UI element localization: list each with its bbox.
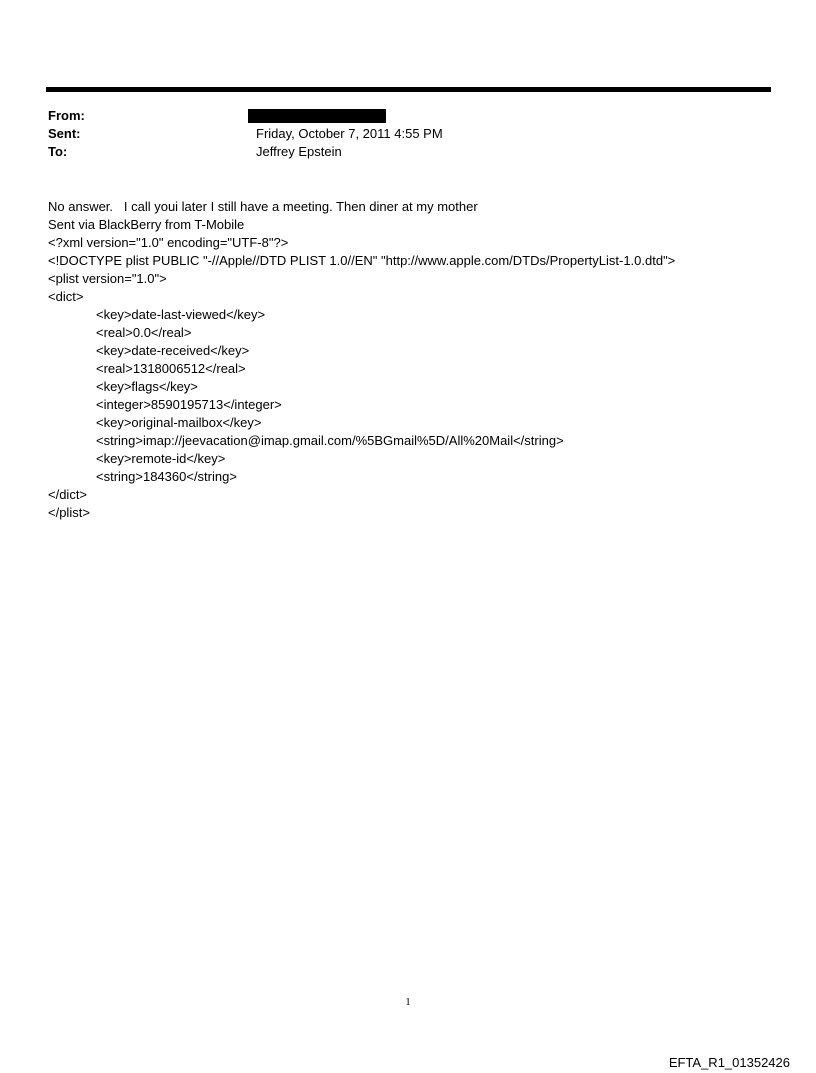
body-line: <key>date-received</key> bbox=[96, 343, 250, 358]
body-line: <key>date-last-viewed</key> bbox=[96, 307, 266, 322]
sent-value: Friday, October 7, 2011 4:55 PM bbox=[256, 126, 443, 141]
body-line: <real>1318006512</real> bbox=[96, 361, 246, 376]
body-line: <?xml version="1.0" encoding="UTF-8"?> bbox=[48, 235, 289, 250]
body-line: <integer>8590195713</integer> bbox=[96, 397, 282, 412]
to-value: Jeffrey Epstein bbox=[256, 144, 342, 159]
body-line: <string>184360</string> bbox=[96, 469, 237, 484]
body-line: <plist version="1.0"> bbox=[48, 271, 167, 286]
sent-label: Sent: bbox=[48, 126, 81, 141]
redaction-box bbox=[248, 109, 386, 123]
body-line: <key>flags</key> bbox=[96, 379, 198, 394]
body-line: No answer. I call youi later I still have a meeting. Then diner at my mother bbox=[48, 199, 478, 214]
body-line: </plist> bbox=[48, 505, 90, 520]
header-rule bbox=[46, 87, 771, 92]
to-label: To: bbox=[48, 144, 68, 159]
body-line: Sent via BlackBerry from T-Mobile bbox=[48, 217, 245, 232]
body-line: <real>0.0</real> bbox=[96, 325, 192, 340]
body-line: </dict> bbox=[48, 487, 88, 502]
body-line: <dict> bbox=[48, 289, 84, 304]
from-label: From: bbox=[48, 108, 85, 123]
body-line: <key>remote-id</key> bbox=[96, 451, 226, 466]
body-line: <!DOCTYPE plist PUBLIC "-//Apple//DTD PLIST 1.0//EN" "http://www.apple.com/DTDs/PropertyList-1.0.dtd"> bbox=[48, 253, 676, 268]
bates-number: EFTA_R1_01352426 bbox=[668, 1055, 790, 1070]
page-number: 1 bbox=[405, 996, 411, 1008]
message-body bbox=[48, 198, 788, 522]
body-line: <string>imap://jeevacation@imap.gmail.com/%5BGmail%5D/All%20Mail</string> bbox=[96, 433, 564, 448]
body-line: <key>original-mailbox</key> bbox=[96, 415, 262, 430]
